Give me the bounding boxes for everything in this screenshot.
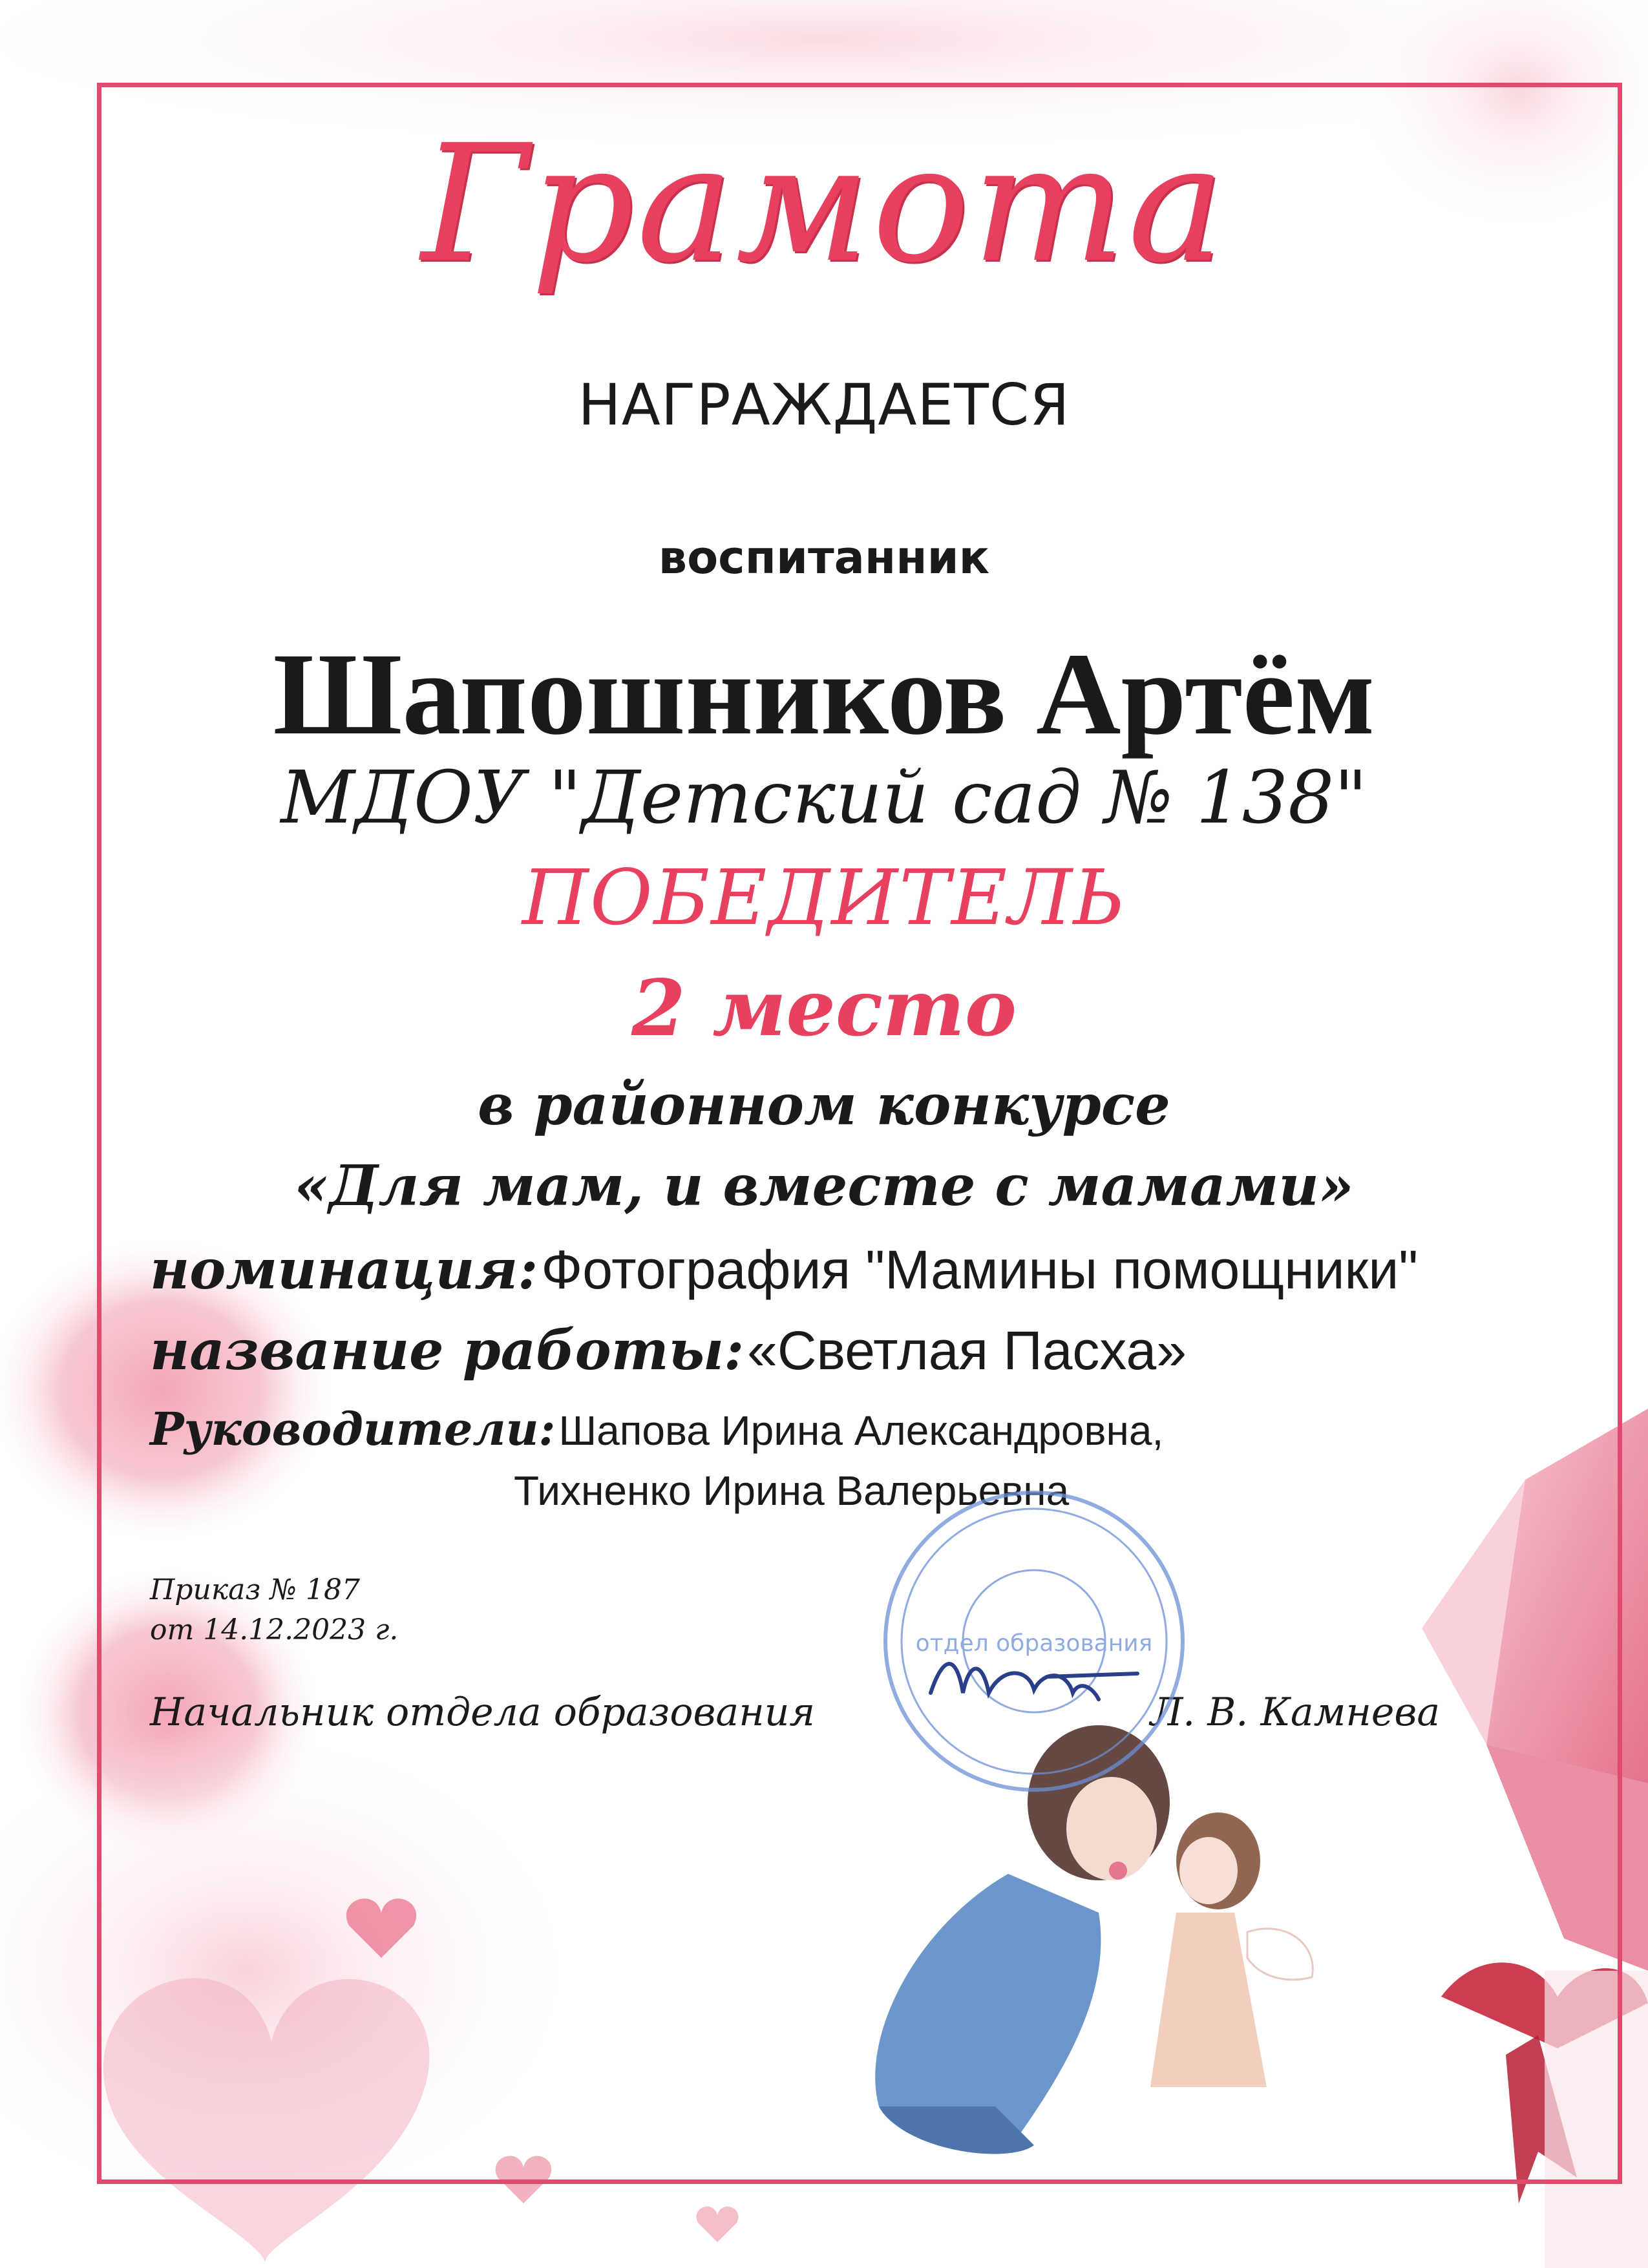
work-title-value: «Светлая Пасха» <box>747 1320 1187 1381</box>
place-label: 2 место <box>631 963 1017 1054</box>
contest-name: «Для мам, и вместе с мамами» <box>294 1153 1354 1219</box>
work-title-label: название работы: <box>150 1318 745 1382</box>
head-name: Л. В. Камнева <box>1150 1690 1441 1735</box>
nomination-label: номинация: <box>150 1237 538 1301</box>
organization-name: МДОУ "Детский сад № 138" <box>280 756 1368 840</box>
stamp-center-text: отдел образования <box>915 1630 1153 1657</box>
pupil-label: воспитанник <box>658 531 990 584</box>
head-title: Начальник отдела образования <box>150 1690 816 1735</box>
certificate-title: Грамота <box>421 110 1227 298</box>
order-number: Приказ № 187 <box>150 1573 360 1606</box>
winner-status: ПОБЕДИТЕЛЬ <box>522 853 1126 942</box>
leader-1-name: Шапова Ирина Александровна, <box>558 1407 1164 1454</box>
recipient-name: Шапошников Артём <box>273 629 1375 759</box>
leaders-label: Руководители: <box>150 1402 556 1456</box>
awarded-label: НАГРАЖДАЕТСЯ <box>578 372 1070 438</box>
leader-2-name: Тихненко Ирина Валерьевна <box>514 1467 1070 1514</box>
order-date: от 14.12.2023 г. <box>150 1613 399 1646</box>
signature <box>931 1664 1137 1699</box>
contest-line: в районном конкурсе <box>478 1073 1170 1138</box>
nomination-value: Фотография "Мамины помощники" <box>541 1239 1419 1300</box>
